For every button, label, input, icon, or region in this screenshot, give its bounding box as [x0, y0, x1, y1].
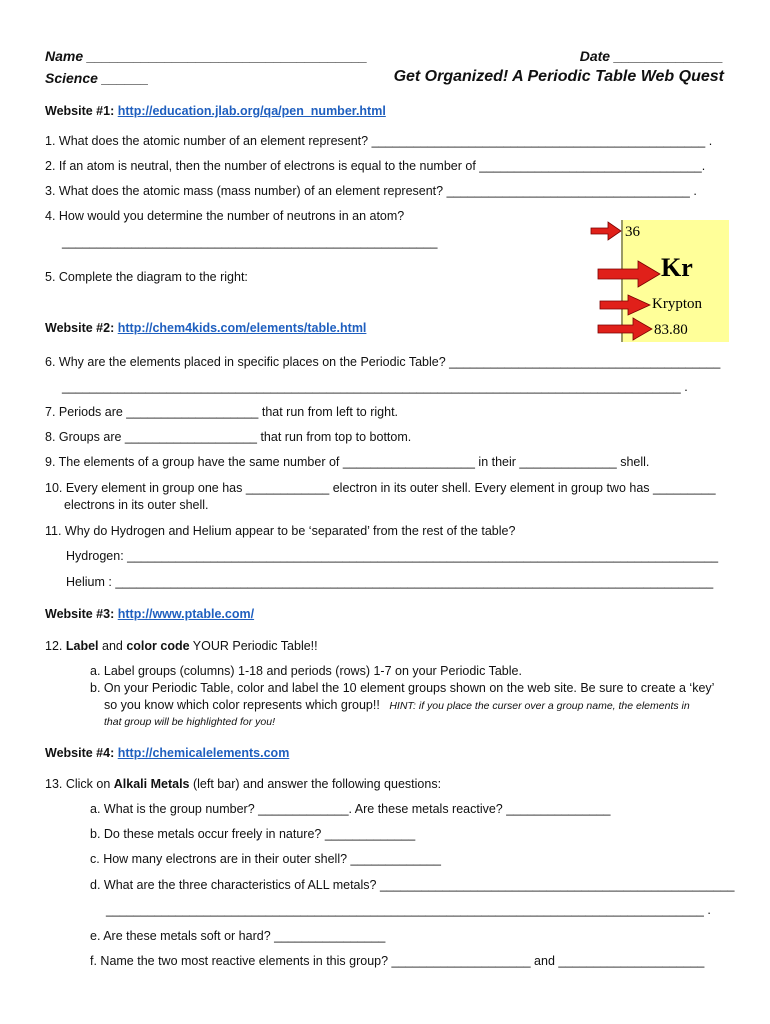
element-symbol: Kr — [661, 253, 693, 282]
question-13 — [45, 777, 441, 791]
website-4-link[interactable]: http://chemicalelements.com — [117, 746, 290, 760]
website-1-link[interactable]: http://education.jlab.org/qa/pen_number.html — [117, 104, 386, 118]
atomic-mass: 83.80 — [654, 322, 688, 338]
hydrogen-answer[interactable]: Hydrogen: _____________________________________________________________________________________ — [66, 549, 719, 563]
question-12a: a. Label groups (columns) 1-18 and periods (rows) 1-7 on your Periodic Table. — [90, 664, 522, 678]
website-label: Website #3: — [45, 607, 115, 621]
question-13a: a. What is the group number? _____________. Are these metals reactive? _______________ — [90, 802, 611, 816]
q13-bold: Alkali Metals — [113, 777, 190, 791]
website-3-link[interactable]: http://www.ptable.com/ — [117, 607, 255, 621]
question-4-answer-line[interactable]: ______________________________________________________ — [62, 235, 438, 249]
question-13f: f. Name the two most reactive elements in this group? ____________________ and _____________________ — [90, 954, 705, 968]
question-5: 5. Complete the diagram to the right: — [45, 270, 248, 284]
q12-rest: YOUR Periodic Table!! — [189, 639, 318, 653]
element-diagram — [588, 219, 730, 343]
question-9: 9. The elements of a group have the same number of ___________________ in their ______________ shell. — [45, 455, 650, 469]
website-label: Website #1: — [45, 104, 115, 118]
question-10-cont: electrons in its outer shell. — [64, 498, 209, 512]
q12-number: 12. — [45, 639, 66, 653]
question-13c: c. How many electrons are in their outer shell? _____________ — [90, 852, 441, 866]
q12-and: and — [98, 639, 127, 653]
element-name: Krypton — [652, 296, 702, 312]
website-label: Website #4: — [45, 746, 115, 760]
question-13e: e. Are these metals soft or hard? ________________ — [90, 929, 386, 943]
q12b-text: so you know which color represents which group!! — [104, 698, 380, 712]
question-12b: b. On your Periodic Table, color and label the 10 element groups shown on the web site. Be sure to create a ‘key’ — [90, 681, 715, 695]
website-1 — [45, 104, 386, 118]
website-4 — [45, 746, 289, 760]
page-title: Get Organized! A Periodic Table Web Quest — [393, 68, 724, 85]
atomic-number: 36 — [625, 224, 640, 240]
science-field[interactable]: Science ______ — [45, 70, 149, 86]
name-field[interactable]: Name ____________________________________ — [45, 48, 368, 64]
helium-answer[interactable]: Helium : ______________________________________________________________________________________ — [66, 575, 714, 589]
question-6-answer-line[interactable]: _________________________________________________________________________________________ . — [62, 380, 688, 394]
question-10: 10. Every element in group one has ____________ electron in its outer shell. Every element in group two has _________ — [45, 481, 716, 495]
question-11: 11. Why do Hydrogen and Helium appear to be ‘separated’ from the rest of the table? — [45, 524, 516, 538]
website-3 — [45, 607, 254, 621]
q12-hint-cont: that group will be highlighted for you! — [104, 716, 276, 728]
website-label: Website #2: — [45, 321, 115, 335]
question-8: 8. Groups are ___________________ that run from top to bottom. — [45, 430, 412, 444]
question-13b: b. Do these metals occur freely in nature? _____________ — [90, 827, 416, 841]
question-6: 6. Why are the elements placed in specific places on the Periodic Table? _______________________________________ — [45, 355, 721, 369]
q13-pre: 13. Click on — [45, 777, 114, 791]
question-1: 1. What does the atomic number of an element represent? ________________________________________________ . — [45, 134, 713, 148]
question-3: 3. What does the atomic mass (mass number) of an element represent? ___________________________________ . — [45, 184, 697, 198]
website-2-link[interactable]: http://chem4kids.com/elements/table.html — [117, 321, 367, 335]
question-13d: d. What are the three characteristics of ALL metals? ___________________________________________________ — [90, 878, 735, 892]
question-4: 4. How would you determine the number of neutrons in an atom? — [45, 209, 405, 223]
q13-post: (left bar) and answer the following questions: — [189, 777, 442, 791]
website-2 — [45, 321, 366, 335]
question-13d-answer-line[interactable]: ______________________________________________________________________________________ . — [106, 903, 711, 917]
arrow-right-icon — [591, 222, 621, 240]
q12-hint: HINT: if you place the curser over a group name, the elements in — [389, 700, 690, 712]
question-12b-cont — [104, 698, 690, 712]
question-2: 2. If an atom is neutral, then the number of electrons is equal to the number of ________________________________. — [45, 159, 706, 173]
date-field[interactable]: Date ______________ — [579, 48, 723, 64]
question-7: 7. Periods are ___________________ that run from left to right. — [45, 405, 399, 419]
q12-label-bold: Label — [65, 639, 99, 653]
q12-color-bold: color code — [126, 639, 190, 653]
question-12 — [45, 639, 318, 653]
